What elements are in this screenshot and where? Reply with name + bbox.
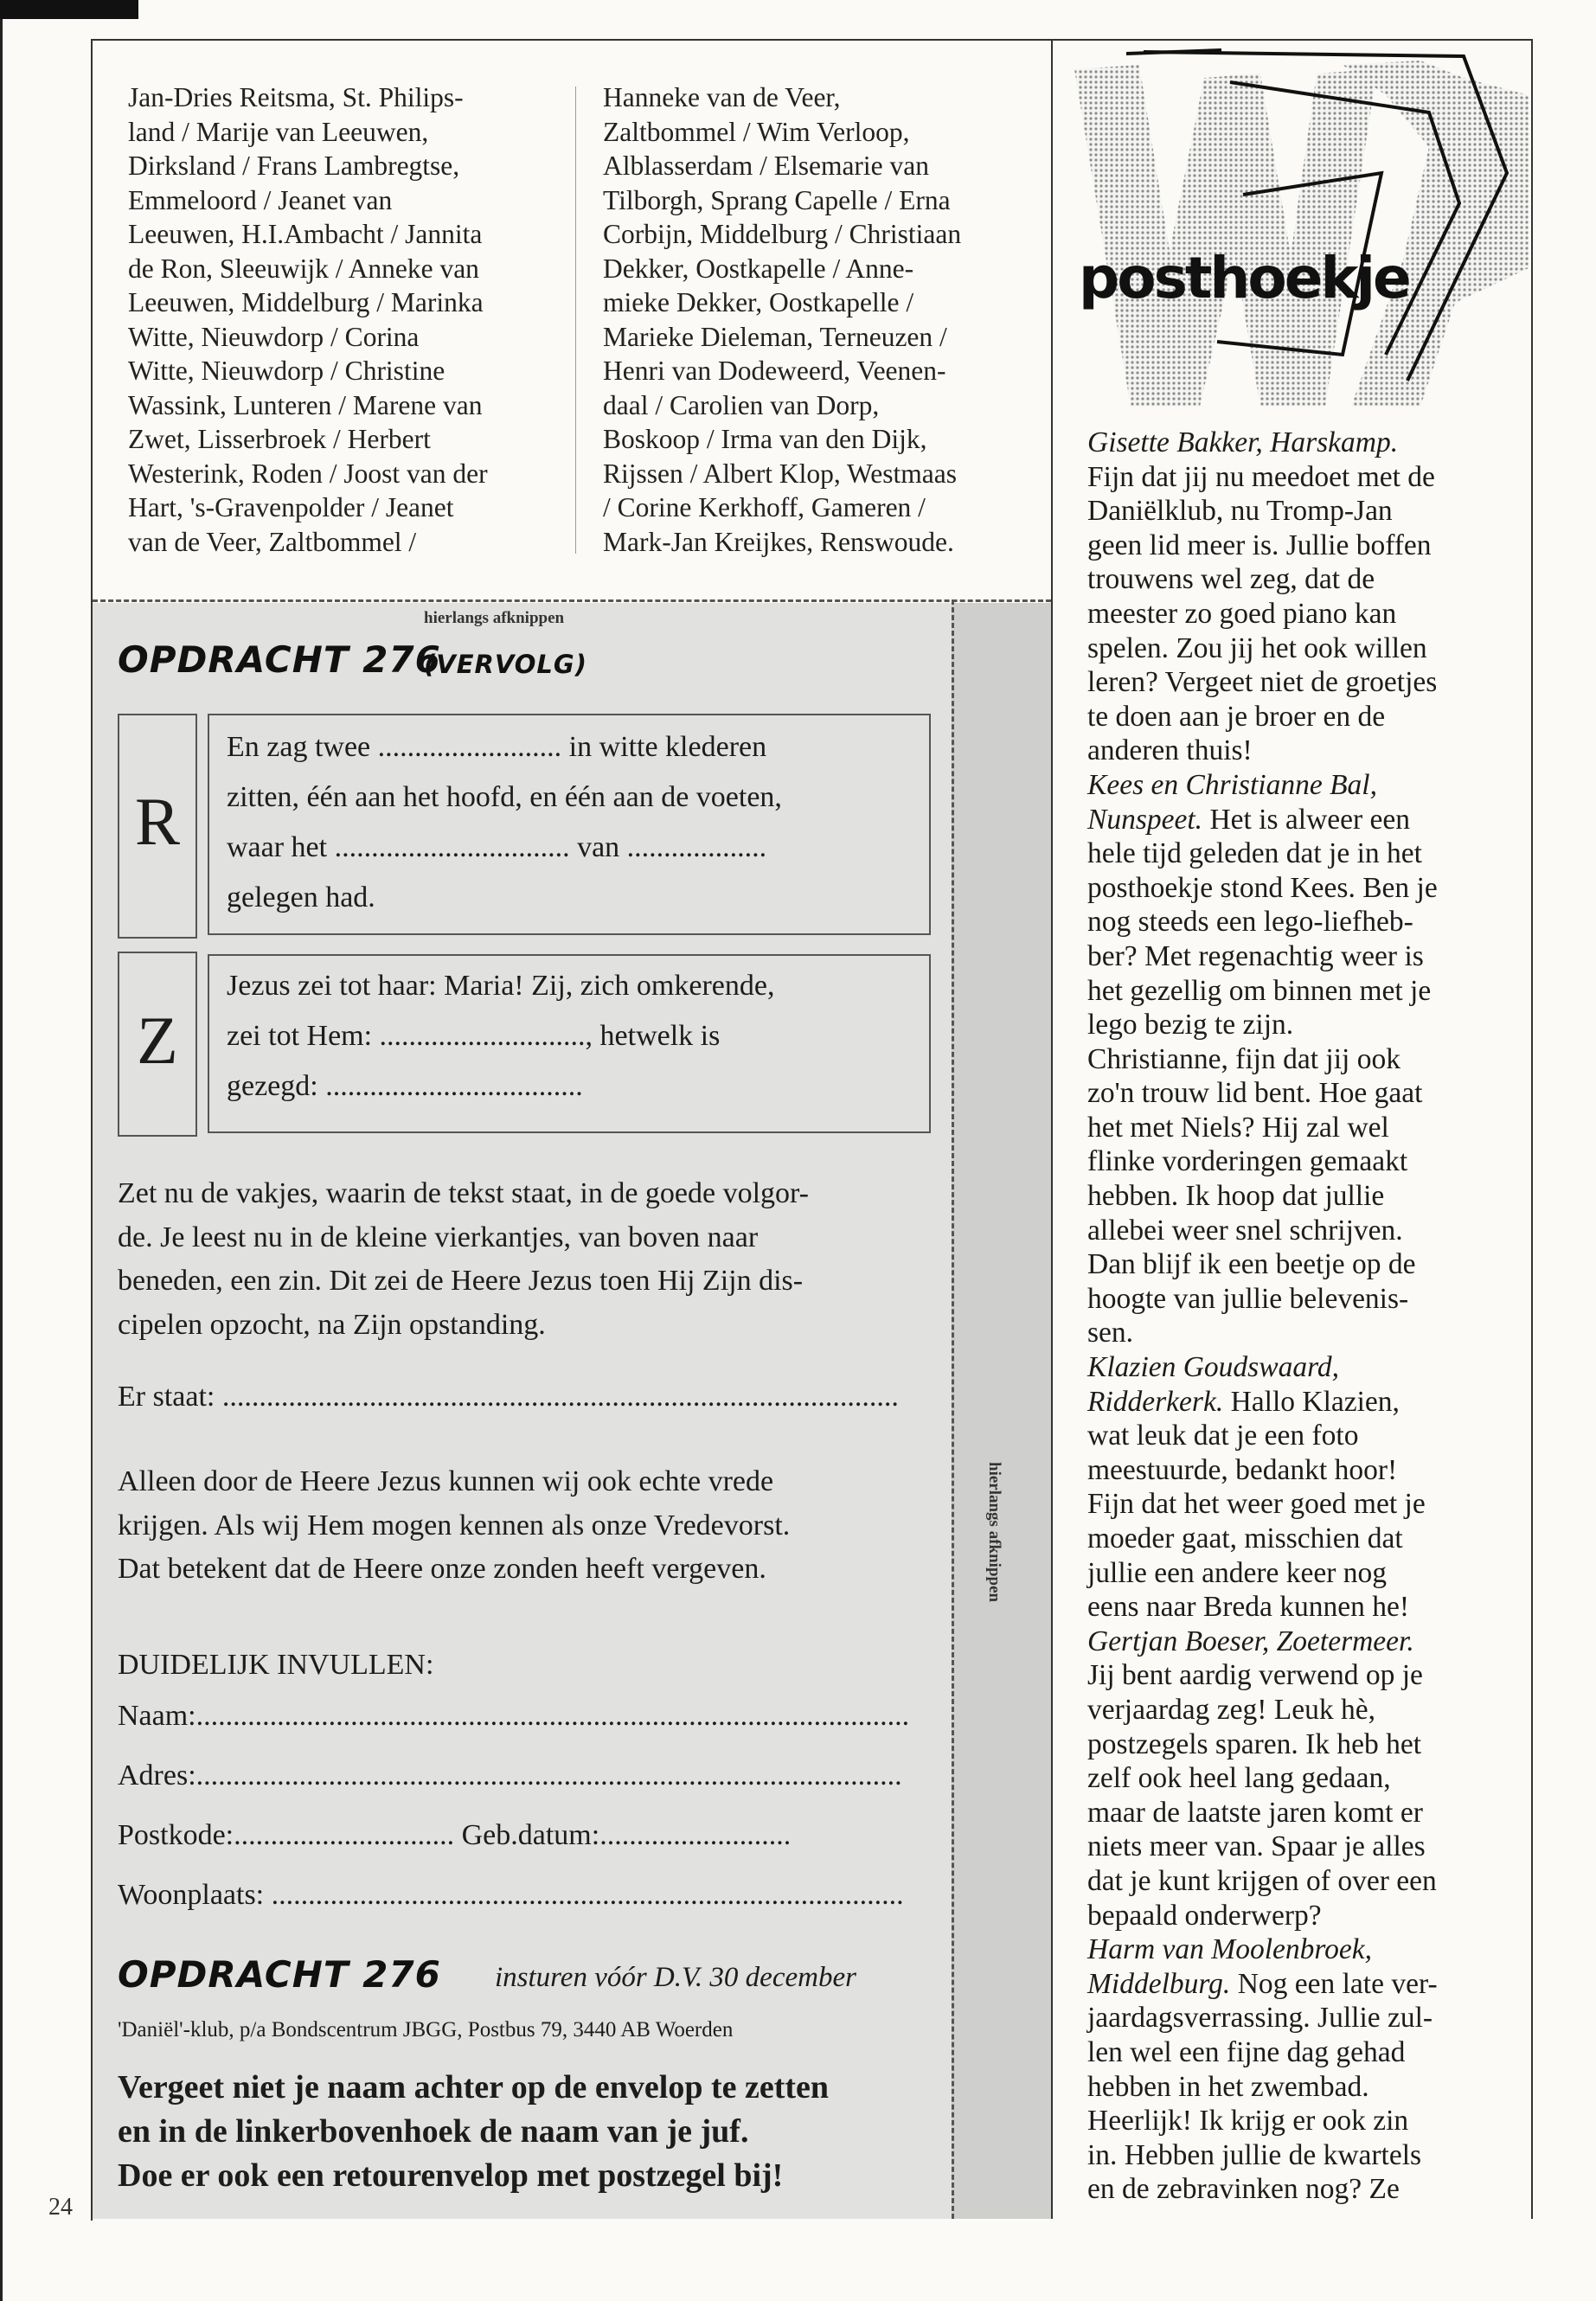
letter-line: verjaardag zeg! Leuk hè,	[1087, 1693, 1375, 1726]
instructions-line: cipelen opzocht, na Zijn opstanding.	[118, 1308, 546, 1341]
instructions-line: de. Je leest nu in de kleine vierkantjes, van boven naar	[118, 1221, 759, 1253]
letter-line: leren? Vergeet niet de groetjes	[1087, 666, 1438, 699]
letter-line: lego bezig te zijn.	[1087, 1009, 1294, 1042]
letter-line: anderen thuis!	[1087, 734, 1253, 767]
name-entry-line: Wassink, Lunteren / Marene van	[128, 389, 483, 420]
letter-heading	[1087, 1932, 1520, 1967]
letter-text: Het is alweer een	[1202, 803, 1411, 836]
letter-author-place: Ridderkerk.	[1087, 1385, 1224, 1418]
letter-author: Kees en Christianne Bal,	[1087, 768, 1377, 801]
letter-author: Harm van Moolenbroek,	[1087, 1933, 1373, 1966]
letter-author-place: Nunspeet.	[1087, 803, 1203, 836]
opdracht-title-suffix: (VERVOLG)	[424, 650, 587, 679]
right-column-edge	[1531, 39, 1533, 2219]
posthoekje-title: posthoekje	[1079, 245, 1409, 311]
right-column-top-border	[1053, 39, 1533, 41]
name-entry-line: Leeuwen, H.I.Ambacht / Jannita	[128, 219, 483, 249]
name-entry-line: Mark-Jan Kreijkes, Renswoude.	[603, 526, 954, 557]
letter-line: meester zo goed piano kan	[1087, 597, 1397, 630]
letter-line: spelen. Zou jij het ook willen	[1087, 631, 1427, 664]
letter-line: trouwens wel zeg, dat de	[1087, 563, 1375, 596]
letter-line: flinke vorderingen gemaakt	[1087, 1145, 1408, 1178]
page-number: 24	[48, 2194, 73, 2221]
instructions-paragraph	[118, 1172, 939, 1347]
name-entry-line: Zaltbommel / Wim Verloop,	[603, 116, 910, 147]
letter-line: len wel een fijne dag gehad	[1087, 2035, 1406, 2068]
letter-line: Christianne, fijn dat jij ook	[1087, 1042, 1401, 1075]
reminder-line: en in de linkerbovenhoek de naam van je juf.	[118, 2113, 749, 2150]
name-entry-line: Tilborgh, Sprang Capelle / Erna	[603, 184, 951, 215]
names-list-left	[128, 80, 561, 559]
letter-line: jaardagsverrassing. Jullie zul-	[1087, 2002, 1433, 2035]
name-entry-line: Westerink, Roden / Joost van der	[128, 458, 488, 489]
reminder-text	[118, 2066, 965, 2198]
postal-address: 'Daniël'-klub, p/a Bondscentrum JBGG, Postbus 79, 3440 AB Woerden	[118, 2018, 734, 2041]
name-entry-line: Witte, Nieuwdorp / Corina	[128, 321, 420, 352]
letter-r: R	[134, 784, 181, 859]
box-r-line: waar het ................................ van ...................	[227, 831, 767, 863]
vrede-line: Alleen door de Heere Jezus kunnen wij ook echte vrede	[118, 1465, 774, 1497]
box-r-line: zitten, één aan het hoofd, en één aan de voeten,	[227, 781, 782, 813]
letter-heading	[1087, 768, 1520, 803]
city-field[interactable]: Woonplaats: ......................................................................................	[118, 1879, 904, 1911]
opdracht-footer-title: OPDRACHT 276	[118, 1953, 441, 1996]
letter-line: eens naar Breda kunnen he!	[1087, 1591, 1410, 1624]
letter-line: wat leuk dat je een foto	[1087, 1420, 1359, 1452]
letter-line: en de zebravinken nog? Ze	[1087, 2173, 1400, 2206]
letter-line: Jij bent aardig verwend op je	[1087, 1659, 1423, 1692]
name-entry-line: / Corine Kerkhoff, Gameren /	[603, 492, 926, 522]
letter-line: postzegels sparen. Ik heb het	[1087, 1727, 1422, 1760]
name-entry-line: Hart, 's-Gravenpolder / Jeanet	[128, 492, 454, 522]
reminder-line: Doe er ook een retourenvelop met postzegel bij!	[118, 2157, 784, 2194]
letter-first-line	[1087, 803, 1520, 837]
box-z-line: zei tot Hem: ............................, hetwelk is	[227, 1020, 721, 1052]
letter-line: Daniëlklub, nu Tromp-Jan	[1087, 495, 1393, 528]
letter-z: Z	[137, 1003, 178, 1078]
name-entry-line: Emmeloord / Jeanet van	[128, 184, 393, 215]
page-binding-edge	[0, 0, 37, 2301]
letter-line: Heerlijk! Ik krijg er ook zin	[1087, 2105, 1409, 2138]
deadline-text: insturen vóór D.V. 30 december	[495, 1962, 856, 1993]
column-divider	[1051, 39, 1053, 2219]
text-box-r	[208, 714, 931, 935]
name-entry-line: Dirksland / Frans Lambregtse,	[128, 151, 460, 181]
letter-line: het gezellig om binnen met je	[1087, 974, 1432, 1007]
cut-line-vertical	[952, 599, 954, 2219]
letter-first-line	[1087, 1385, 1520, 1420]
letter-line: moeder gaat, misschien dat	[1087, 1522, 1403, 1554]
answer-field[interactable]: Er staat: ............................................................................................	[118, 1381, 899, 1413]
box-r-line: gelegen had.	[227, 881, 375, 913]
reminder-line: Vergeet niet je naam achter op de envelop te zetten	[118, 2069, 830, 2106]
letter-line: hebben in het zwembad.	[1087, 2070, 1369, 2103]
letter-line: posthoekje stond Kees. Ben je	[1087, 871, 1438, 904]
contact-form	[118, 1700, 909, 1939]
letter-line: niets meer van. Spaar je alles	[1087, 1830, 1426, 1863]
letter-line: bepaald onderwerp?	[1087, 1899, 1322, 1932]
name-entry-line: Henri van Dodeweerd, Veenen-	[603, 356, 946, 386]
letter-line: dat je kunt krijgen of over een	[1087, 1864, 1437, 1897]
box-z-line: Jezus zei tot haar: Maria! Zij, zich omkerende,	[227, 970, 775, 1002]
posthoekje-header-graphic	[1057, 43, 1529, 407]
letter-line: nog steeds een lego-liefheb-	[1087, 906, 1413, 939]
instructions-line: Zet nu de vakjes, waarin de tekst staat, in de goede volgor-	[118, 1177, 809, 1209]
box-z-line: gezegd: ...................................	[227, 1070, 583, 1102]
vrede-paragraph	[118, 1460, 939, 1592]
letter-line: zelf ook heel lang gedaan,	[1087, 1762, 1391, 1795]
name-entry-line: de Ron, Sleeuwijk / Anneke van	[128, 253, 479, 284]
name-entry-line: Leeuwen, Middelburg / Marinka	[128, 287, 484, 317]
letter-line: meestuurde, bedankt hoor!	[1087, 1453, 1398, 1486]
name-entry-line: daal / Carolien van Dorp,	[603, 389, 880, 420]
letter-author-place: Middelburg.	[1087, 1967, 1231, 2000]
form-heading: DUIDELIJK INVULLEN:	[118, 1649, 434, 1681]
cut-label-horizontal: hierlangs afknippen	[424, 609, 565, 627]
instructions-line: beneden, een zin. Dit zei de Heere Jezus toen Hij Zijn dis-	[118, 1265, 804, 1297]
corner-mark	[0, 0, 138, 19]
vrede-line: Dat betekent dat de Heere onze zonden heeft vergeven.	[118, 1553, 766, 1585]
letter-line: hebben. Ik hoop dat jullie	[1087, 1180, 1385, 1213]
cut-line-horizontal	[93, 599, 1051, 602]
names-list-right	[603, 80, 1035, 559]
letter-line: jullie een andere keer nog	[1087, 1556, 1387, 1589]
letter-line: het met Niels? Hij zal wel	[1087, 1111, 1389, 1144]
name-entry-line: van de Veer, Zaltbommel /	[128, 526, 417, 557]
mail-w-shape	[1074, 61, 1529, 407]
letter-text: Hallo Klazien,	[1223, 1385, 1400, 1418]
letter-line: zo'n trouw lid bent. Hoe gaat	[1087, 1077, 1423, 1110]
letter-line: maar de laatste jaren komt er	[1087, 1796, 1423, 1829]
letter-line: ber? Met regenachtig weer is	[1087, 939, 1424, 972]
letter-author: Gertjan Boeser, Zoetermeer.	[1087, 1625, 1414, 1657]
names-divider	[575, 87, 576, 554]
name-entry-line: Alblasserdam / Elsemarie van	[603, 151, 930, 181]
letter-heading	[1087, 1350, 1520, 1385]
letter-line: Fijn dat jij nu meedoet met de	[1087, 460, 1435, 493]
cut-label-vertical: hierlangs afknippen	[985, 1462, 1003, 1603]
name-entry-line: mieke Dekker, Oostkapelle /	[603, 287, 914, 317]
letter-line: hoogte van jullie belevenis-	[1087, 1282, 1409, 1315]
name-entry-line: Jan-Dries Reitsma, St. Philips-	[128, 82, 464, 112]
letter-heading	[1087, 426, 1520, 460]
letter-line: hele tijd geleden dat je in het	[1087, 837, 1422, 870]
name-entry-line: land / Marije van Leeuwen,	[128, 116, 429, 147]
letter-heading	[1087, 1625, 1520, 1659]
name-entry-line: Rijssen / Albert Klop, Westmaas	[603, 458, 957, 489]
name-entry-line: Hanneke van de Veer,	[603, 82, 841, 112]
letter-line: Dan blijf ik een beetje op de	[1087, 1248, 1416, 1281]
coupon-cut-strip	[952, 603, 1051, 2219]
box-r-line: En zag twee ......................... in witte klederen	[227, 731, 767, 763]
letter-box-r	[118, 714, 197, 939]
letter-author: Klazien Goudswaard,	[1087, 1351, 1339, 1384]
text-box-z	[208, 954, 931, 1133]
posthoekje-letters	[1087, 426, 1520, 2207]
postcode-birthdate-field[interactable]: Postkode:.............................. Geb.datum:..........................	[118, 1819, 792, 1851]
name-entry-line: Witte, Nieuwdorp / Christine	[128, 356, 445, 386]
address-field[interactable]: Adres:................................................................................................	[118, 1759, 902, 1791]
letter-line: allebei weer snel schrijven.	[1087, 1214, 1403, 1247]
letter-author: Gisette Bakker, Harskamp.	[1087, 426, 1399, 458]
letter-first-line	[1087, 1967, 1520, 2002]
name-field[interactable]: Naam:.................................................................................................	[118, 1700, 910, 1732]
letter-line: in. Hebben jullie de kwartels	[1087, 2138, 1422, 2171]
name-entry-line: Dekker, Oostkapelle / Anne-	[603, 253, 914, 284]
vrede-line: krijgen. Als wij Hem mogen kennen als onze Vredevorst.	[118, 1509, 791, 1541]
letter-box-z	[118, 952, 197, 1137]
letter-line: Fijn dat het weer goed met je	[1087, 1488, 1426, 1521]
name-entry-line: Zwet, Lisserbroek / Herbert	[128, 424, 431, 454]
name-entry-line: Boskoop / Irma van den Dijk,	[603, 424, 927, 454]
name-entry-line: Marieke Dieleman, Terneuzen /	[603, 321, 947, 352]
name-entry-line: Corbijn, Middelburg / Christiaan	[603, 219, 962, 249]
opdracht-title: OPDRACHT 276	[118, 638, 441, 681]
letter-line: sen.	[1087, 1317, 1134, 1349]
letter-line: geen lid meer is. Jullie boffen	[1087, 529, 1432, 561]
letter-line: te doen aan je broer en de	[1087, 700, 1386, 733]
letter-text: Nog een late ver-	[1230, 1967, 1438, 2000]
